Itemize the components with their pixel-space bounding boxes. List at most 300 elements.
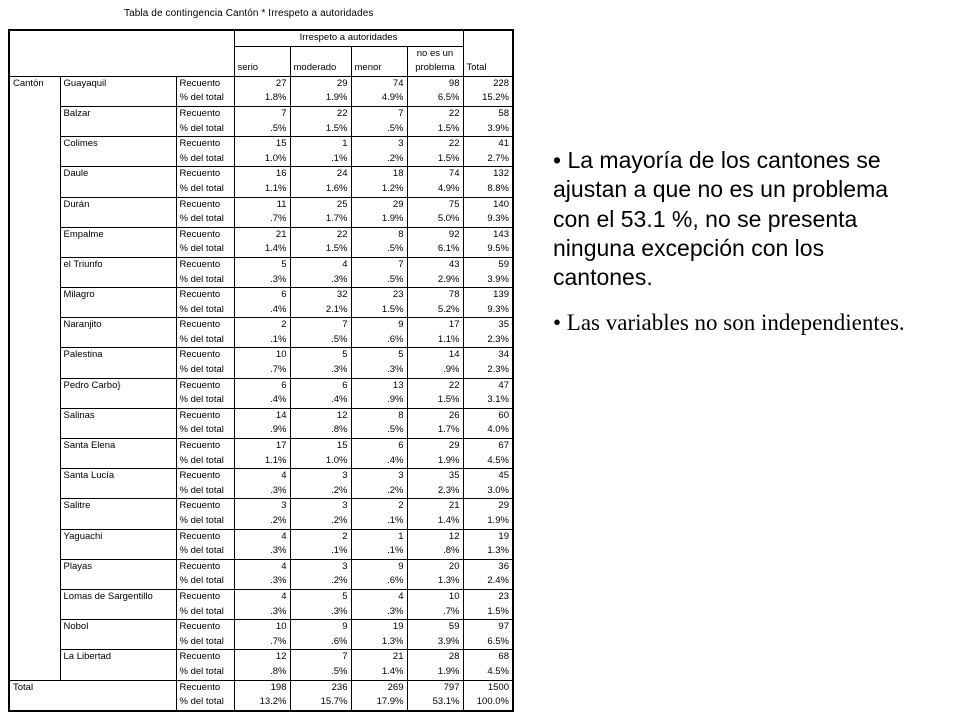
count-cell: 143	[463, 227, 513, 242]
table-row	[9, 620, 513, 635]
stat-label: % del total	[176, 273, 234, 288]
column-header-moderado: moderado	[290, 61, 351, 76]
count-cell: 67	[463, 439, 513, 454]
count-cell: 74	[351, 76, 407, 91]
row-category: Balzar	[60, 106, 176, 136]
percent-cell: 2.7%	[487, 152, 509, 164]
stat-label: Recuento	[176, 137, 234, 152]
count-cell: 2	[290, 529, 351, 544]
percent-cell: 1.2%	[351, 182, 407, 197]
count-cell: 1	[351, 529, 407, 544]
count-cell: 3	[290, 499, 351, 514]
count-cell: 6	[290, 378, 351, 393]
percent-cell: .2%	[351, 484, 407, 499]
table-row	[9, 167, 513, 182]
percent-cell: .4%	[351, 454, 407, 469]
count-cell: 29	[463, 499, 513, 514]
count-cell: 59	[463, 257, 513, 272]
count-cell: 236	[290, 680, 351, 695]
count-cell: 28	[407, 650, 463, 665]
count-cell: 19	[463, 529, 513, 544]
percent-cell: 1.1%	[234, 182, 290, 197]
row-category: Santa Elena	[60, 439, 176, 469]
percent-cell: .5%	[234, 122, 290, 137]
count-cell: 3	[351, 137, 407, 152]
count-cell: 7	[351, 257, 407, 272]
count-cell: 1	[290, 137, 351, 152]
table-row	[9, 408, 513, 423]
count-cell: 7	[234, 106, 290, 121]
stat-label: Recuento	[176, 439, 234, 454]
stat-label: % del total	[176, 484, 234, 499]
count-cell: 4	[290, 257, 351, 272]
percent-cell: .6%	[290, 635, 351, 650]
column-header-menor: menor	[351, 61, 407, 76]
header-row-group	[9, 30, 513, 46]
percent-cell: 3.9%	[487, 273, 509, 285]
percent-cell: 17.9%	[351, 695, 407, 711]
percent-cell: 9.3%	[487, 213, 509, 225]
percent-cell: 1.1%	[234, 454, 290, 469]
percent-cell: 4.9%	[407, 182, 463, 197]
stat-label: % del total	[176, 303, 234, 318]
row-category: La Libertad	[60, 650, 176, 680]
count-cell: 97	[463, 620, 513, 635]
row-category: Milagro	[60, 288, 176, 318]
stat-label: Recuento	[176, 197, 234, 212]
percent-cell: .2%	[290, 514, 351, 529]
count-cell: 4	[351, 589, 407, 604]
stat-label: Recuento	[176, 106, 234, 121]
percent-cell: 1.3%	[487, 545, 509, 557]
row-category: Naranjito	[60, 318, 176, 348]
count-cell: 34	[463, 348, 513, 363]
count-cell: 21	[407, 499, 463, 514]
table-row	[9, 348, 513, 363]
table-row	[9, 378, 513, 393]
count-cell: 98	[407, 76, 463, 91]
count-cell: 24	[290, 167, 351, 182]
table-row	[9, 227, 513, 242]
count-cell: 5	[290, 348, 351, 363]
percent-cell: 3.0%	[487, 484, 509, 496]
percent-cell: .9%	[234, 423, 290, 438]
count-cell: 15	[234, 137, 290, 152]
stat-label: Recuento	[176, 227, 234, 242]
percent-cell: 2.9%	[407, 273, 463, 288]
count-cell: 5	[351, 348, 407, 363]
stat-label: Recuento	[176, 408, 234, 423]
percent-cell: 8.8%	[487, 182, 509, 194]
row-category: Salinas	[60, 408, 176, 438]
percent-cell: .1%	[234, 333, 290, 348]
percent-cell: 2.3%	[407, 484, 463, 499]
count-cell: 1500	[463, 680, 513, 695]
percent-cell: .3%	[234, 574, 290, 589]
count-cell: 19	[351, 620, 407, 635]
count-cell: 5	[234, 257, 290, 272]
table-row	[9, 137, 513, 152]
table-row	[9, 76, 513, 91]
row-category: Pedro Carbo}	[60, 378, 176, 408]
count-cell: 25	[290, 197, 351, 212]
stat-label: Recuento	[176, 257, 234, 272]
count-cell: 4	[234, 559, 290, 574]
stat-label: Recuento	[176, 318, 234, 333]
stat-label: % del total	[176, 544, 234, 559]
count-cell: 23	[463, 589, 513, 604]
count-cell: 29	[290, 76, 351, 91]
percent-cell: .9%	[407, 363, 463, 378]
count-cell: 26	[407, 408, 463, 423]
group-header: Irrespeto a autoridades	[234, 30, 463, 46]
stat-label: Recuento	[176, 529, 234, 544]
bullet-independence: • Las variables no son independientes.	[553, 310, 905, 336]
table-title: Tabla de contingencia Cantón * Irrespeto a autoridades	[124, 8, 374, 19]
percent-cell: 1.8%	[234, 91, 290, 106]
count-cell: 58	[463, 106, 513, 121]
table-row	[9, 288, 513, 303]
stat-label: % del total	[176, 182, 234, 197]
count-cell: 228	[463, 76, 513, 91]
stat-label: Recuento	[176, 620, 234, 635]
count-cell: 12	[290, 408, 351, 423]
percent-cell: .3%	[290, 363, 351, 378]
row-category: el Triunfo	[60, 257, 176, 287]
table-row	[9, 589, 513, 604]
count-cell: 75	[407, 197, 463, 212]
percent-cell: .3%	[290, 605, 351, 620]
count-cell: 11	[234, 197, 290, 212]
count-cell: 198	[234, 680, 290, 695]
percent-cell: .5%	[351, 273, 407, 288]
count-cell: 47	[463, 378, 513, 393]
count-cell: 20	[407, 559, 463, 574]
percent-cell: 1.5%	[407, 393, 463, 408]
row-category: Playas	[60, 559, 176, 589]
percent-cell: 1.9%	[407, 665, 463, 680]
stat-label: % del total	[176, 514, 234, 529]
percent-cell: 1.5%	[290, 242, 351, 257]
row-category: Guayaquil	[60, 76, 176, 106]
count-cell: 4	[234, 469, 290, 484]
row-category: Palestina	[60, 348, 176, 378]
count-cell: 6	[234, 288, 290, 303]
percent-cell: .7%	[234, 363, 290, 378]
slide-text	[553, 146, 913, 338]
percent-cell: .2%	[351, 152, 407, 167]
count-cell: 35	[407, 469, 463, 484]
percent-cell: .3%	[234, 605, 290, 620]
percent-cell: .5%	[351, 122, 407, 137]
stat-label: Recuento	[176, 650, 234, 665]
percent-cell: 1.5%	[407, 122, 463, 137]
percent-cell: .2%	[234, 514, 290, 529]
percent-cell: .6%	[351, 574, 407, 589]
percent-cell: 1.4%	[234, 242, 290, 257]
stat-label: % del total	[176, 635, 234, 650]
percent-cell: 1.5%	[290, 122, 351, 137]
count-cell: 4	[234, 589, 290, 604]
contingency-table	[8, 29, 514, 712]
percent-cell: 15.7%	[290, 695, 351, 711]
row-category: Lomas de Sargentillo	[60, 589, 176, 619]
percent-cell: .7%	[234, 212, 290, 227]
column-header-serio: serio	[234, 61, 290, 76]
count-cell: 3	[351, 469, 407, 484]
percent-cell: 3.9%	[487, 122, 509, 134]
percent-cell: 9.5%	[487, 243, 509, 255]
count-cell: 10	[407, 589, 463, 604]
percent-cell: .1%	[351, 544, 407, 559]
count-cell: 6	[351, 439, 407, 454]
count-cell: 32	[290, 288, 351, 303]
percent-cell: 3.9%	[407, 635, 463, 650]
percent-cell: .3%	[234, 273, 290, 288]
count-cell: 7	[351, 106, 407, 121]
count-cell: 4	[234, 529, 290, 544]
percent-cell: .5%	[351, 423, 407, 438]
count-cell: 9	[351, 559, 407, 574]
count-cell: 60	[463, 408, 513, 423]
count-cell: 21	[234, 227, 290, 242]
percent-cell: 4.0%	[487, 424, 509, 436]
column-header-problema: problema	[407, 61, 463, 76]
count-cell: 7	[290, 650, 351, 665]
percent-cell: 53.1%	[407, 695, 463, 711]
count-cell: 74	[407, 167, 463, 182]
stat-label: % del total	[176, 393, 234, 408]
table-row	[9, 257, 513, 272]
stat-label: Recuento	[176, 589, 234, 604]
stat-label: Recuento	[176, 348, 234, 363]
row-category: Durán	[60, 197, 176, 227]
stat-label: Recuento	[176, 469, 234, 484]
percent-cell: 1.6%	[290, 182, 351, 197]
row-category: Yaguachi	[60, 529, 176, 559]
stat-label: % del total	[176, 454, 234, 469]
table-row	[9, 318, 513, 333]
percent-cell: .1%	[351, 514, 407, 529]
count-cell: 12	[407, 529, 463, 544]
count-cell: 59	[407, 620, 463, 635]
percent-cell: 15.2%	[482, 92, 509, 104]
stat-label: % del total	[176, 665, 234, 680]
percent-cell: .5%	[351, 242, 407, 257]
stat-label: % del total	[176, 363, 234, 378]
count-cell: 17	[407, 318, 463, 333]
bullet-conclusion: • La mayoría de los cantones se ajustan a que no es un problema con el 53.1 %, no se presenta ninguna excepción con los cantones.	[553, 147, 889, 291]
table-row	[9, 559, 513, 574]
row-category: Daule	[60, 167, 176, 197]
percent-cell: .5%	[290, 665, 351, 680]
percent-cell: 9.3%	[487, 303, 509, 315]
percent-cell: .8%	[234, 665, 290, 680]
count-cell: 23	[351, 288, 407, 303]
count-cell: 22	[290, 106, 351, 121]
percent-cell: .7%	[234, 635, 290, 650]
percent-cell: 2.3%	[487, 364, 509, 376]
count-cell: 8	[351, 227, 407, 242]
row-category: Salitre	[60, 499, 176, 529]
stat-label: Recuento	[176, 288, 234, 303]
percent-cell: 6.5%	[407, 91, 463, 106]
percent-cell: 1.9%	[407, 454, 463, 469]
percent-cell: .4%	[290, 393, 351, 408]
row-category: Nobol	[60, 620, 176, 650]
count-cell: 22	[290, 227, 351, 242]
count-cell: 15	[290, 439, 351, 454]
percent-cell: .6%	[351, 333, 407, 348]
percent-cell: .4%	[234, 303, 290, 318]
percent-cell: 1.1%	[407, 333, 463, 348]
percent-cell: .1%	[290, 544, 351, 559]
count-cell: 43	[407, 257, 463, 272]
percent-cell: 5.0%	[407, 212, 463, 227]
count-cell: 27	[234, 76, 290, 91]
percent-cell: 1.3%	[407, 574, 463, 589]
table-row	[9, 469, 513, 484]
stat-label: Recuento	[176, 680, 234, 695]
count-cell: 139	[463, 288, 513, 303]
percent-cell: 100.0%	[476, 696, 509, 708]
count-cell: 36	[463, 559, 513, 574]
column-header-total: Total	[463, 61, 513, 76]
percent-cell: 6.5%	[487, 635, 509, 647]
percent-cell: 1.7%	[407, 423, 463, 438]
count-cell: 13	[351, 378, 407, 393]
percent-cell: 1.9%	[290, 91, 351, 106]
percent-cell: 1.9%	[487, 515, 509, 526]
percent-cell: 2.3%	[487, 333, 509, 345]
percent-cell: .1%	[290, 152, 351, 167]
count-cell: 45	[463, 469, 513, 484]
percent-cell: 1.9%	[351, 212, 407, 227]
percent-cell: .3%	[351, 363, 407, 378]
percent-cell: 4.5%	[487, 665, 509, 677]
count-cell: 797	[407, 680, 463, 695]
percent-cell: 6.1%	[407, 242, 463, 257]
count-cell: 3	[290, 559, 351, 574]
stat-label: Recuento	[176, 378, 234, 393]
stat-label: % del total	[176, 212, 234, 227]
percent-cell: .3%	[234, 544, 290, 559]
count-cell: 14	[407, 348, 463, 363]
percent-cell: 1.7%	[290, 212, 351, 227]
row-category: Colimes	[60, 137, 176, 167]
percent-cell: 3.1%	[487, 394, 509, 406]
percent-cell: 1.4%	[351, 665, 407, 680]
stat-label: % del total	[176, 574, 234, 589]
stat-label: % del total	[176, 91, 234, 106]
count-cell: 9	[351, 318, 407, 333]
percent-cell: .8%	[407, 544, 463, 559]
table-row	[9, 680, 513, 695]
count-cell: 92	[407, 227, 463, 242]
percent-cell: .5%	[290, 333, 351, 348]
count-cell: 68	[463, 650, 513, 665]
stat-label: Recuento	[176, 76, 234, 91]
percent-cell: 2.1%	[290, 303, 351, 318]
percent-cell: .3%	[290, 273, 351, 288]
percent-cell: .9%	[351, 393, 407, 408]
stat-label: % del total	[176, 152, 234, 167]
percent-cell: .7%	[407, 605, 463, 620]
percent-cell: 1.5%	[407, 152, 463, 167]
count-cell: 10	[234, 620, 290, 635]
stat-label: Recuento	[176, 499, 234, 514]
percent-cell: 2.4%	[487, 575, 509, 587]
count-cell: 22	[407, 137, 463, 152]
percent-cell: .2%	[290, 574, 351, 589]
table-row	[9, 529, 513, 544]
count-cell: 16	[234, 167, 290, 182]
stat-label: % del total	[176, 122, 234, 137]
count-cell: 2	[351, 499, 407, 514]
count-cell: 10	[234, 348, 290, 363]
percent-cell: 1.5%	[351, 303, 407, 318]
percent-cell: 1.0%	[234, 152, 290, 167]
count-cell: 132	[463, 167, 513, 182]
count-cell: 8	[351, 408, 407, 423]
table-row	[9, 197, 513, 212]
count-cell: 5	[290, 589, 351, 604]
percent-cell: 1.5%	[487, 605, 509, 617]
count-cell: 29	[351, 197, 407, 212]
table-row	[9, 499, 513, 514]
stat-label: % del total	[176, 605, 234, 620]
count-cell: 17	[234, 439, 290, 454]
percent-cell: .4%	[234, 393, 290, 408]
column-header-problem-top: no es un	[407, 46, 463, 61]
row-category: Santa Lucía	[60, 469, 176, 499]
count-cell: 9	[290, 620, 351, 635]
count-cell: 3	[290, 469, 351, 484]
count-cell: 140	[463, 197, 513, 212]
count-cell: 22	[407, 378, 463, 393]
count-cell: 14	[234, 408, 290, 423]
count-cell: 269	[351, 680, 407, 695]
percent-cell: 4.9%	[351, 91, 407, 106]
percent-cell: .3%	[351, 605, 407, 620]
count-cell: 22	[407, 106, 463, 121]
percent-cell: 5.2%	[407, 303, 463, 318]
stat-label: % del total	[176, 423, 234, 438]
count-cell: 35	[463, 318, 513, 333]
count-cell: 41	[463, 137, 513, 152]
stat-label: % del total	[176, 242, 234, 257]
percent-cell: 1.0%	[290, 454, 351, 469]
count-cell: 7	[290, 318, 351, 333]
percent-cell: 13.2%	[234, 695, 290, 711]
percent-cell: .3%	[234, 484, 290, 499]
table-row	[9, 650, 513, 665]
percent-cell: .8%	[290, 423, 351, 438]
table-row	[9, 439, 513, 454]
table-row	[9, 106, 513, 121]
count-cell: 78	[407, 288, 463, 303]
stat-label: Recuento	[176, 167, 234, 182]
row-var-total: Total	[9, 680, 176, 711]
percent-cell: .2%	[290, 484, 351, 499]
stat-label: Recuento	[176, 559, 234, 574]
count-cell: 6	[234, 378, 290, 393]
count-cell: 29	[407, 439, 463, 454]
stat-label: % del total	[176, 695, 234, 711]
percent-cell: 1.3%	[351, 635, 407, 650]
percent-cell: 1.4%	[407, 514, 463, 529]
count-cell: 2	[234, 318, 290, 333]
